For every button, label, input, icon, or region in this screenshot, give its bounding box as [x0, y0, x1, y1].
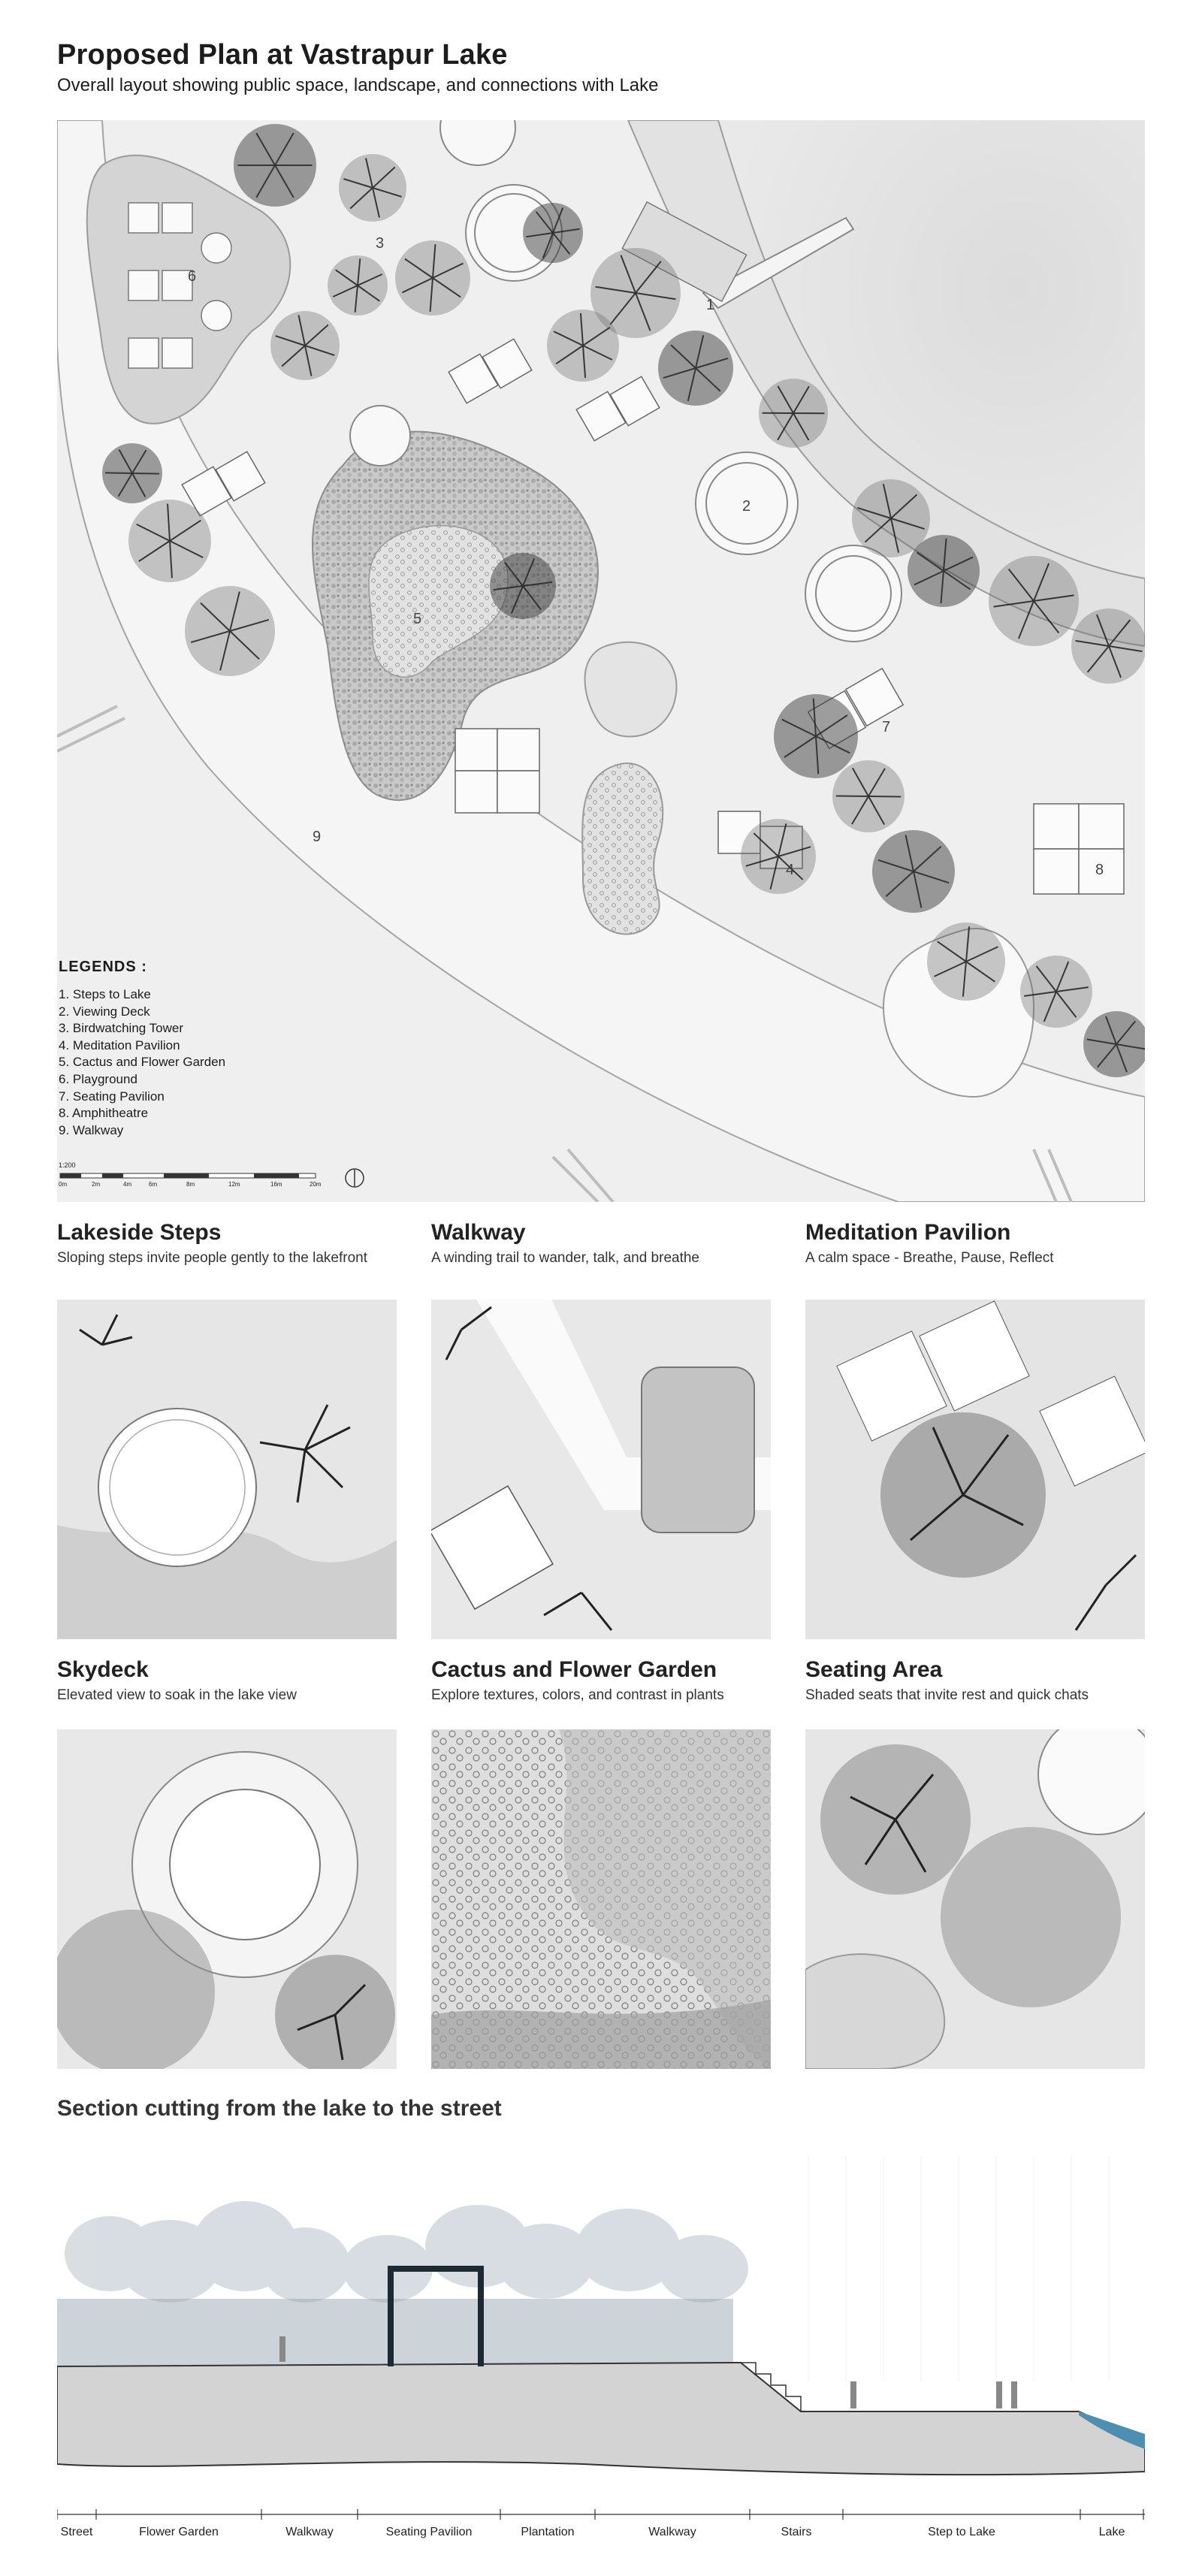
scale-ratio: 1:200: [59, 1161, 76, 1169]
scale-tick: 12m: [228, 1181, 240, 1188]
panel-title: Walkway: [431, 1220, 526, 1245]
legend-item: 7. Seating Pavilion: [59, 1089, 165, 1104]
panel-title: Lakeside Steps: [57, 1220, 222, 1245]
zone-label: Lake: [1098, 2526, 1125, 2538]
lakeside-steps-image: [57, 1300, 397, 1639]
skydeck-image: [57, 1729, 397, 2069]
zone-label: Walkway: [285, 2526, 334, 2538]
legend-item: 1. Steps to Lake: [59, 987, 151, 1001]
site-plan: [57, 120, 1145, 1202]
section-title: Section cutting from the lake to the street: [57, 2096, 502, 2121]
panel-desc: A calm space - Breathe, Pause, Reflect: [805, 1250, 1054, 1266]
legend: [59, 959, 225, 1139]
meditation-pavilion-drawing: [805, 1300, 1145, 1639]
north-arrow-icon: [344, 1167, 365, 1188]
zone-label: Street: [60, 2526, 93, 2538]
panel-desc: A winding trail to wander, talk, and breathe: [431, 1250, 700, 1266]
scale-tick: 6m: [149, 1181, 158, 1188]
meditation-pavilion-image: [805, 1300, 1145, 1639]
zone-label: Step to Lake: [928, 2526, 995, 2538]
plan-number-2: 2: [742, 498, 751, 515]
legend-item: 3. Birdwatching Tower: [59, 1021, 183, 1036]
walkway-image: [431, 1300, 771, 1639]
legend-item: 6. Playground: [59, 1071, 137, 1086]
scale-tick: 20m: [310, 1181, 322, 1188]
panel-desc: Sloping steps invite people gently to the lakefront: [57, 1250, 367, 1266]
plan-number-8: 8: [1095, 862, 1104, 878]
plan-number-3: 3: [376, 235, 385, 252]
legend-item: 2. Viewing Deck: [59, 1004, 150, 1019]
plan-number-6: 6: [188, 268, 197, 285]
plan-number-7: 7: [882, 719, 891, 735]
cactus-garden-image: [431, 1729, 771, 2069]
scale-tick: 8m: [186, 1181, 195, 1188]
seating-area-image: [805, 1729, 1145, 2069]
section-drawing: [57, 2156, 1145, 2487]
zone-ruler: [57, 2509, 1145, 2520]
plan-number-4: 4: [786, 862, 795, 878]
walkway-drawing: [431, 1300, 771, 1639]
legend-item: 5. Cactus and Flower Garden: [59, 1055, 226, 1070]
scale-tick: 2m: [92, 1181, 101, 1188]
legend-item: 8. Amphitheatre: [59, 1106, 149, 1121]
panel-desc: Explore textures, colors, and contrast in plants: [431, 1687, 724, 1703]
panel-desc: Elevated view to soak in the lake view: [57, 1687, 297, 1703]
panel-title: Meditation Pavilion: [805, 1220, 1011, 1245]
panel-title: Cactus and Flower Garden: [431, 1657, 717, 1682]
scale-bar: [59, 1161, 329, 1188]
zone-label: Seating Pavilion: [385, 2526, 473, 2538]
legend-title: LEGENDS :: [59, 959, 147, 975]
section-graphic: [57, 2156, 1145, 2487]
scale-tick: 0m: [59, 1181, 68, 1188]
scale-tick: 4m: [123, 1181, 132, 1188]
skydeck-drawing: [57, 1729, 397, 2069]
plan-number-5: 5: [413, 611, 422, 627]
seating-area-drawing: [805, 1729, 1145, 2069]
lakeside-steps-drawing: [57, 1300, 397, 1639]
panel-title: Seating Area: [805, 1657, 943, 1682]
scale-tick: 16m: [270, 1181, 282, 1188]
cactus-garden-drawing: [431, 1729, 771, 2069]
legend-item: 9. Walkway: [59, 1122, 124, 1137]
page-subtitle: Overall layout showing public space, landscape, and connections with Lake: [57, 75, 659, 95]
legend-list: [59, 986, 225, 1139]
plan-number-9: 9: [313, 829, 322, 845]
page-title: Proposed Plan at Vastrapur Lake: [57, 39, 508, 71]
plan-number-1: 1: [706, 297, 715, 313]
zone-label: Walkway: [648, 2526, 696, 2538]
zone-label: Plantation: [521, 2526, 575, 2538]
zone-label: Stairs: [781, 2526, 812, 2538]
panel-desc: Shaded seats that invite rest and quick chats: [805, 1687, 1089, 1703]
panel-title: Skydeck: [57, 1657, 149, 1682]
legend-item: 4. Meditation Pavilion: [59, 1037, 180, 1052]
tree-branch: [132, 473, 159, 474]
zone-label: Flower Garden: [139, 2526, 219, 2538]
section-zones: [57, 2509, 1145, 2554]
